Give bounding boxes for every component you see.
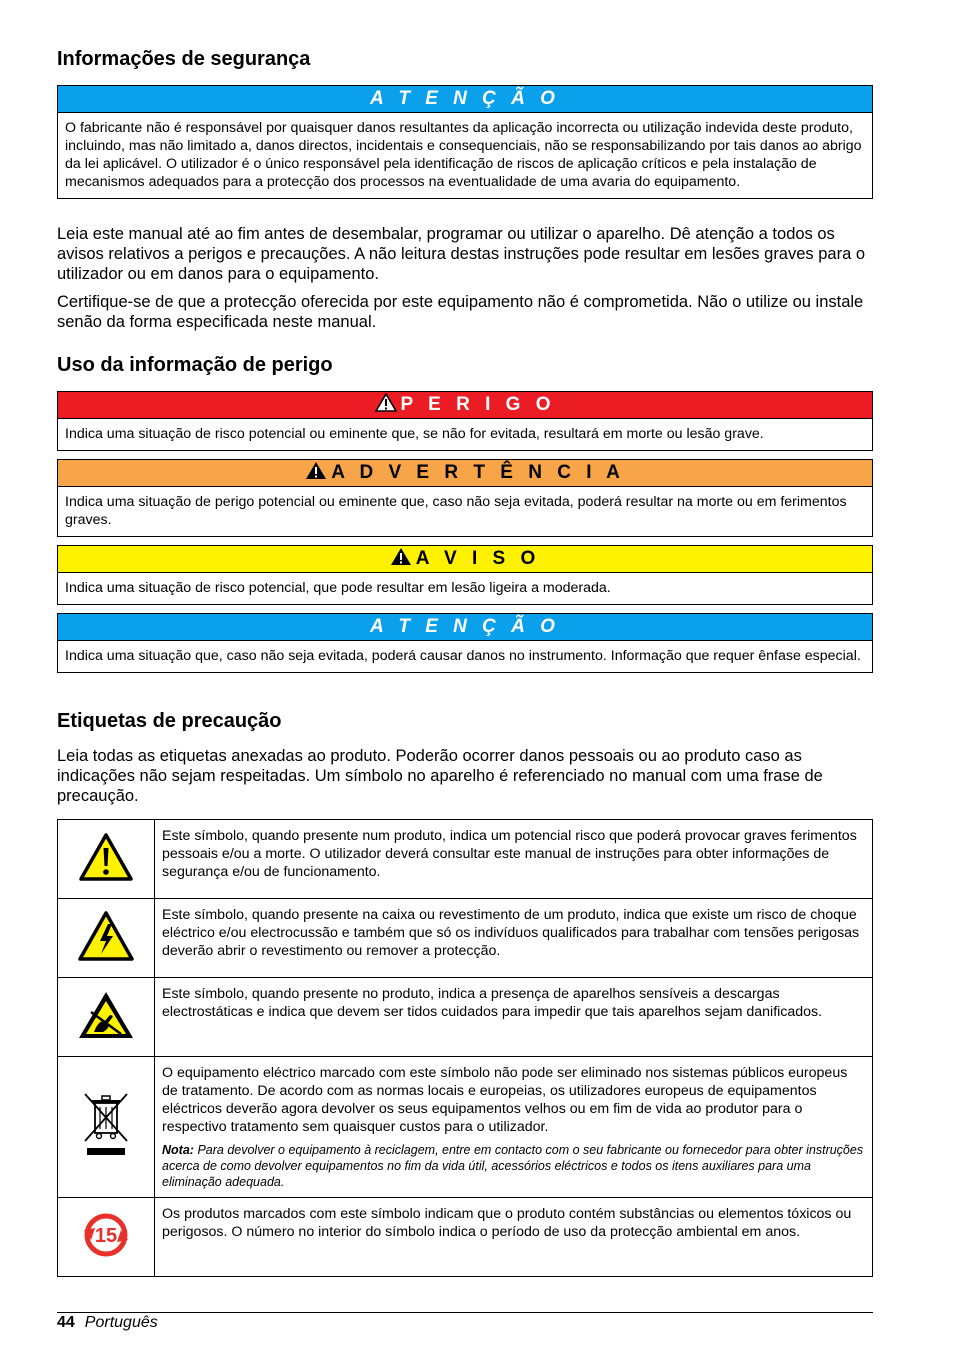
- danger-header-label: P E R I G O: [400, 394, 556, 415]
- weee-note: [162, 1142, 865, 1190]
- precaution-labels-table: [57, 819, 873, 1277]
- electric-shock-icon: [77, 949, 135, 966]
- warning-triangle-icon: [305, 461, 327, 488]
- section-title-labels: Etiquetas de precaução: [57, 710, 282, 732]
- caution-header: [58, 546, 872, 573]
- table-row: [58, 1198, 873, 1277]
- notice-box: [57, 613, 873, 673]
- warning-triangle-icon: [375, 393, 397, 420]
- esd-icon: [77, 1027, 135, 1044]
- symbol-description: Este símbolo, quando presente num produto, indica um potencial risco que poderá provocar graves ferimentos pessoais e/ou a morte. O utilizador deverá consultar este manual de instruções para obter informações de segurança e/ou de funcionamento.: [155, 820, 873, 899]
- caution-text: Indica uma situação de risco potencial, que pode resultar em lesão ligeira a moderada.: [65, 580, 611, 596]
- paragraph-read-manual: Leia este manual até ao fim antes de desembalar, programar ou utilizar o aparelho. Dê atenção a todos os avisos relativos a perigos e precauções. A não leitura destas instruções pode resultar em lesões graves para o utilizador ou em danos para o equipamento.: [57, 225, 866, 283]
- section-title-hazard-info: Uso da informação de perigo: [57, 354, 333, 376]
- symbol-description: Este símbolo, quando presente no produto, indica a presença de aparelhos sensíveis a descargas electrostáticas e indica que devem ser tidos cuidados para impedir que tais aparelhos sejam danificados.: [155, 978, 873, 1057]
- danger-text: Indica uma situação de risco potencial ou eminente que, se não for evitada, resultará em morte ou lesão grave.: [65, 426, 764, 442]
- warning-box: [57, 459, 873, 537]
- weee-bin-icon: [81, 1146, 131, 1163]
- paragraph-labels-intro: Leia todas as etiquetas anexadas ao produto. Poderão ocorrer danos pessoais ou ao produto caso as indicações não sejam respeitadas. Um símbolo no aparelho é referenciado no manual com uma frase de precaução.: [57, 747, 823, 805]
- warning-header: [58, 460, 872, 487]
- table-row: [58, 978, 873, 1057]
- table-row: [58, 1057, 873, 1198]
- warning-triangle-icon: [390, 547, 412, 574]
- warning-header-label: A D V E R T Ê N C I A: [331, 462, 625, 483]
- danger-box: [57, 391, 873, 451]
- efup-number: 15: [94, 1224, 118, 1247]
- warning-text: Indica uma situação de perigo potencial ou eminente que, caso não seja evitada, poderá resultar na morte ou em ferimentos graves.: [65, 494, 847, 528]
- symbol-description: Este símbolo, quando presente na caixa ou revestimento de um produto, indica que existe um risco de choque eléctrico e/ou electrocussão e também que só os indivíduos qualificados para trabalhar com tensões perigosas deverão abrir o revestimento ou remover a protecção.: [155, 899, 873, 978]
- notice-box-top: [57, 85, 873, 199]
- weee-description-text: O equipamento eléctrico marcado com este símbolo não pode ser eliminado nos sistemas públicos europeus de tratamento. De acordo com as normas locais e europeias, os utilizadores europeus de equipamentos eléctricos deverão agora devolver os seus equipamentos velhos ou em fim de vida ao produtor para o respectivo tratamento sem quaisquer custos para o utilizador.: [162, 1065, 848, 1135]
- caution-box: [57, 545, 873, 605]
- notice-text-2: Indica uma situação que, caso não seja evitada, poderá causar danos no instrumento. Informação que requer ênfase especial.: [65, 648, 861, 664]
- notice-text: O fabricante não é responsável por quaisquer danos resultantes da aplicação incorrecta ou utilização indevida deste produto, incluindo, mas não limitado a, danos directos, incidentais e consequenciais, não se responsabilizando por tais danos ao abrigo da lei aplicável. O utilizador é o único responsável pela identificação de riscos de aplicação críticos e pela instalação de mecanismos adequados para a protecção dos processos na eventualidade de uma avaria do equipamento.: [65, 120, 862, 190]
- section-title-safety: Informações de segurança: [57, 48, 311, 70]
- note-text: Para devolver o equipamento à reciclagem, entre em contacto com o seu fabricante ou fornecedor para obter instruções acerca de como devolver equipamentos no fim da vida útil, acessórios eléctricos e todos os itens auxiliares para uma eliminação adequada.: [162, 1143, 864, 1189]
- note-label: Nota:: [162, 1143, 194, 1157]
- symbol-cell: [58, 820, 155, 899]
- footer-divider: [57, 1312, 873, 1313]
- notice-header-2: A T E N Ç Ã O: [58, 614, 872, 641]
- notice-header: A T E N Ç Ã O: [58, 86, 872, 113]
- warning-triangle-icon: [78, 869, 134, 886]
- footer-language: Português: [84, 1314, 158, 1331]
- table-row: [58, 820, 873, 899]
- symbol-cell: [58, 899, 155, 978]
- symbol-cell: [58, 1057, 155, 1198]
- page-footer: [57, 1313, 158, 1333]
- efup-15-icon: [81, 1224, 131, 1264]
- symbol-cell: [58, 1198, 155, 1277]
- symbol-description: Os produtos marcados com este símbolo indicam que o produto contém substâncias ou elementos tóxicos ou perigosos. O número no interior do símbolo indica o período de uso da protecção ambiental em anos.: [155, 1198, 873, 1277]
- caution-header-label: A V I S O: [415, 548, 541, 569]
- danger-header: [58, 392, 872, 419]
- table-row: [58, 899, 873, 978]
- page-number: 44: [57, 1314, 75, 1331]
- symbol-description: [155, 1057, 873, 1198]
- paragraph-protection: Certifique-se de que a protecção oferecida por este equipamento não é comprometida. Não o utilize ou instale senão da forma especificada neste manual.: [57, 293, 864, 331]
- symbol-cell: [58, 978, 155, 1057]
